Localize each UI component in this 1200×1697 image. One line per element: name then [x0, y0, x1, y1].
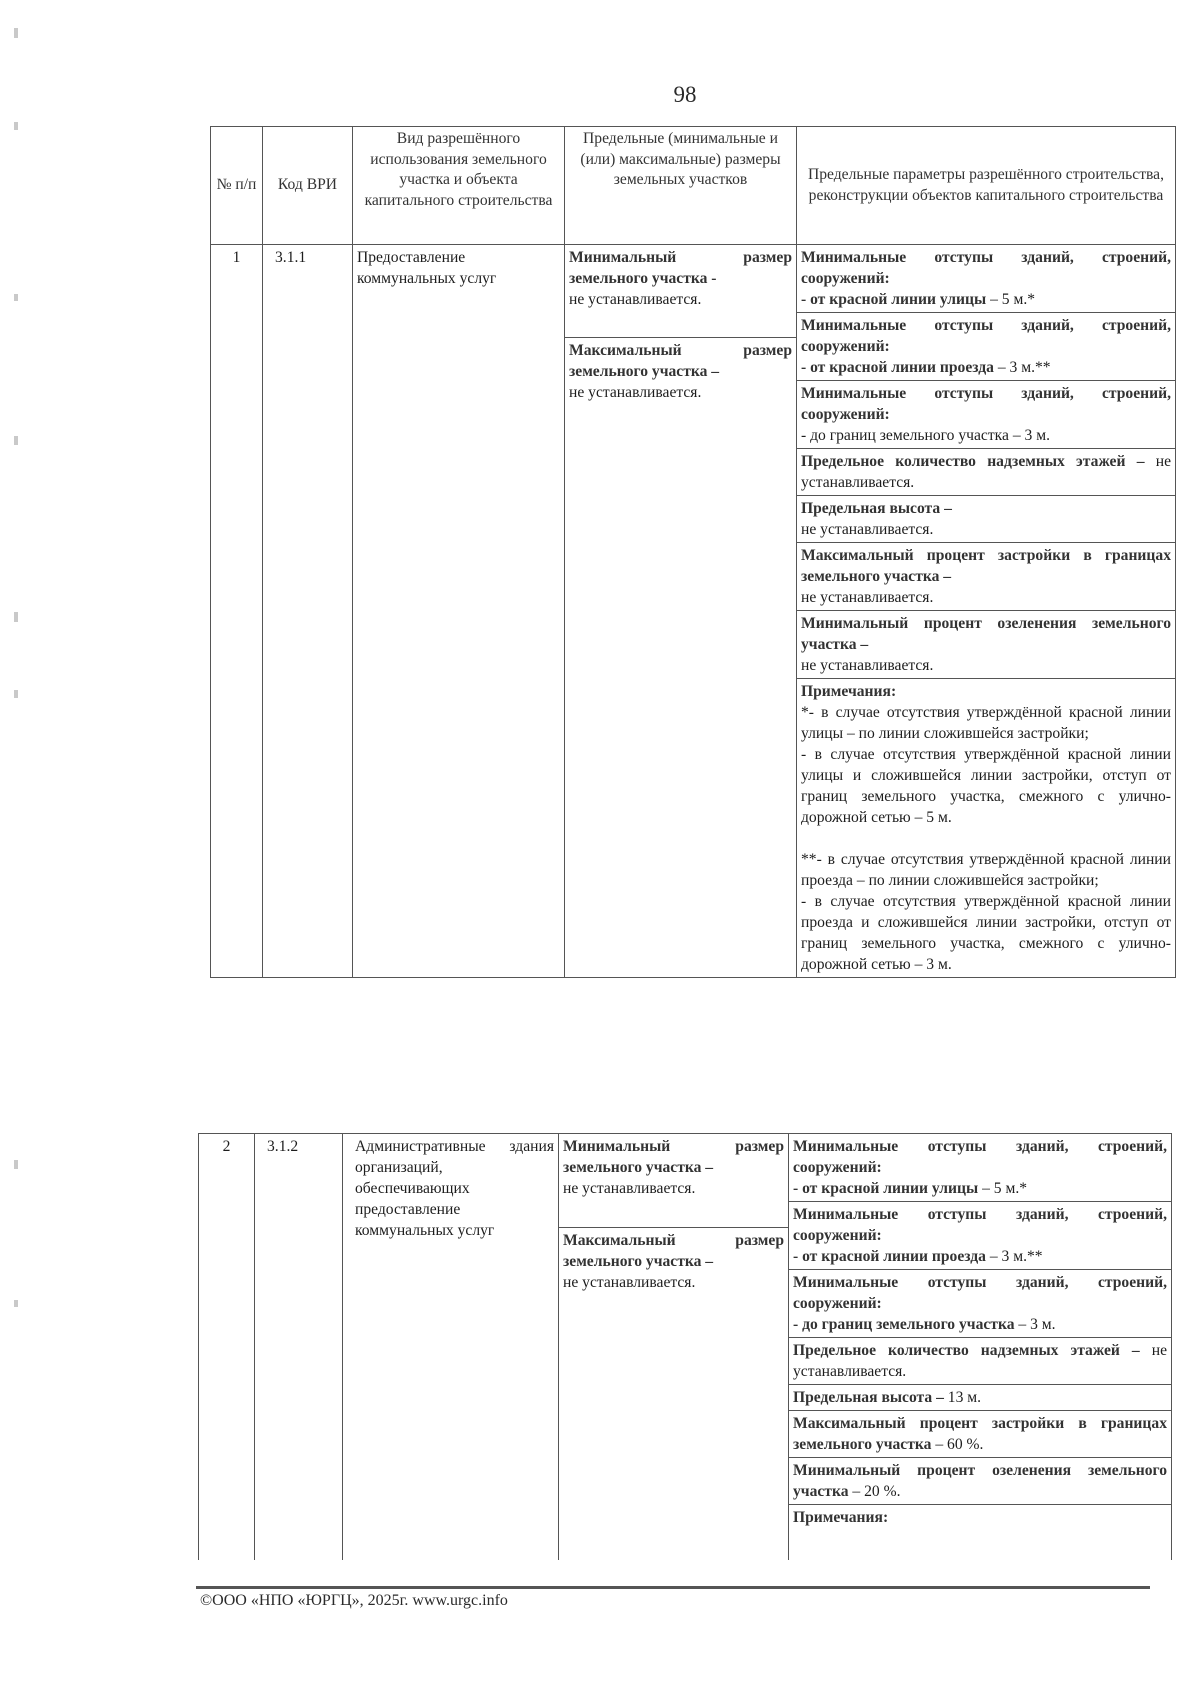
param-item: Максимальный процент застройки в границах земельного участка – не устанавливается.: [797, 543, 1175, 611]
row-code: 3.1.2: [255, 1134, 343, 1561]
param-item: Минимальный процент озеленения земельного участка – не устанавливается.: [797, 611, 1175, 679]
param-item: Минимальные отступы зданий, строений, сооружений: - до границ земельного участка – 3 м.: [789, 1270, 1171, 1338]
param-item: Минимальные отступы зданий, строений, сооружений: - от красной линии улицы – 5 м.*: [797, 245, 1175, 313]
footer-copyright: ©ООО «НПО «ЮРГЦ», 2025г. www.urgc.info: [200, 1592, 508, 1609]
param-item: Предельная высота – 13 м.: [789, 1385, 1171, 1411]
notes-title: Примечания:: [801, 683, 897, 700]
note-text: *- в случае отсутствия утверждённой красной линии улицы – по линии сложившейся застройки;: [801, 704, 1171, 742]
page-number: 98: [673, 82, 697, 107]
size-cell: [559, 1134, 789, 1561]
min-size-label: Минимальный размер земельного участка -: [569, 249, 792, 287]
param-item: Максимальный процент застройки в границах земельного участка – 60 %.: [789, 1411, 1171, 1458]
min-size-value: не устанавливается.: [563, 1180, 696, 1197]
notes: [789, 1505, 1171, 1531]
notes-title: Примечания:: [793, 1509, 889, 1526]
param-item: Минимальные отступы зданий, строений, сооружений: - от красной линии проезда – 3 м.**: [789, 1202, 1171, 1270]
table-part-2: [198, 1133, 1172, 1560]
param-item: Минимальные отступы зданий, строений, сооружений: - до границ земельного участка – 3 м.: [797, 381, 1175, 449]
param-item: Минимальные отступы зданий, строений, сооружений: - от красной линии проезда – 3 м.**: [797, 313, 1175, 381]
note-text: **- в случае отсутствия утверждённой красной линии проезда – по линии сложившейся застройки;: [801, 851, 1171, 889]
note-text: - в случае отсутствия утверждённой красной линии улицы и сложившейся линии застройки, отступ от границ земельного участка, смежного с улично-дорожной сетью – 5 м.: [801, 746, 1171, 826]
max-size-value: не устанавливается.: [569, 383, 702, 401]
header-size: Предельные (минимальные и (или) максимальные) размеры земельных участков: [565, 127, 797, 245]
param-item: Предельное количество надземных этажей – не устанавливается.: [797, 449, 1175, 496]
param-item: Предельное количество надземных этажей – не устанавливается.: [789, 1338, 1171, 1385]
min-size-value: не устанавливается.: [569, 291, 702, 308]
size-cell: [565, 245, 797, 978]
min-size-label: Минимальный размер земельного участка –: [563, 1138, 784, 1176]
header-use: Вид разрешённого использования земельного участка и объекта капитального строительства: [353, 127, 565, 245]
params-cell: [797, 245, 1176, 978]
header-row: [211, 127, 1176, 245]
header-params: Предельные параметры разрешённого строительства, реконструкции объектов капитального строительства: [797, 127, 1176, 245]
param-item: Минимальный процент озеленения земельного участка – 20 %.: [789, 1458, 1171, 1505]
notes: [797, 679, 1175, 978]
table-row: [199, 1134, 1172, 1561]
scan-edge: [14, 0, 20, 1697]
row-num: 1: [211, 245, 263, 978]
note-gap: [801, 828, 1171, 849]
row-num: 2: [199, 1134, 255, 1561]
row-code: 3.1.1: [263, 245, 353, 978]
footer-divider: [196, 1586, 1150, 1589]
table-part-1: [210, 126, 1176, 978]
table-row: [211, 245, 1176, 978]
header-code: Код ВРИ: [263, 127, 353, 245]
param-item: Предельная высота – не устанавливается.: [797, 496, 1175, 543]
max-size-label: Максимальный размер земельного участка –: [569, 341, 792, 380]
max-size-label: Максимальный размер земельного участка –: [563, 1231, 784, 1270]
param-item: Минимальные отступы зданий, строений, сооружений: - от красной линии улицы – 5 м.*: [789, 1134, 1171, 1202]
row-use: Предоставление коммунальных услуг: [353, 245, 565, 978]
note-text: - в случае отсутствия утверждённой красной линии проезда и сложившейся линии застройки, отступ от границ земельного участка, смежного с улично-дорожной сетью – 3 м.: [801, 893, 1171, 973]
row-use: Административные здания организаций, обеспечивающих предоставление коммунальных услуг: [343, 1134, 559, 1561]
max-size-value: не устанавливается.: [563, 1273, 696, 1291]
header-num: № п/п: [211, 127, 263, 245]
params-cell: [789, 1134, 1172, 1561]
